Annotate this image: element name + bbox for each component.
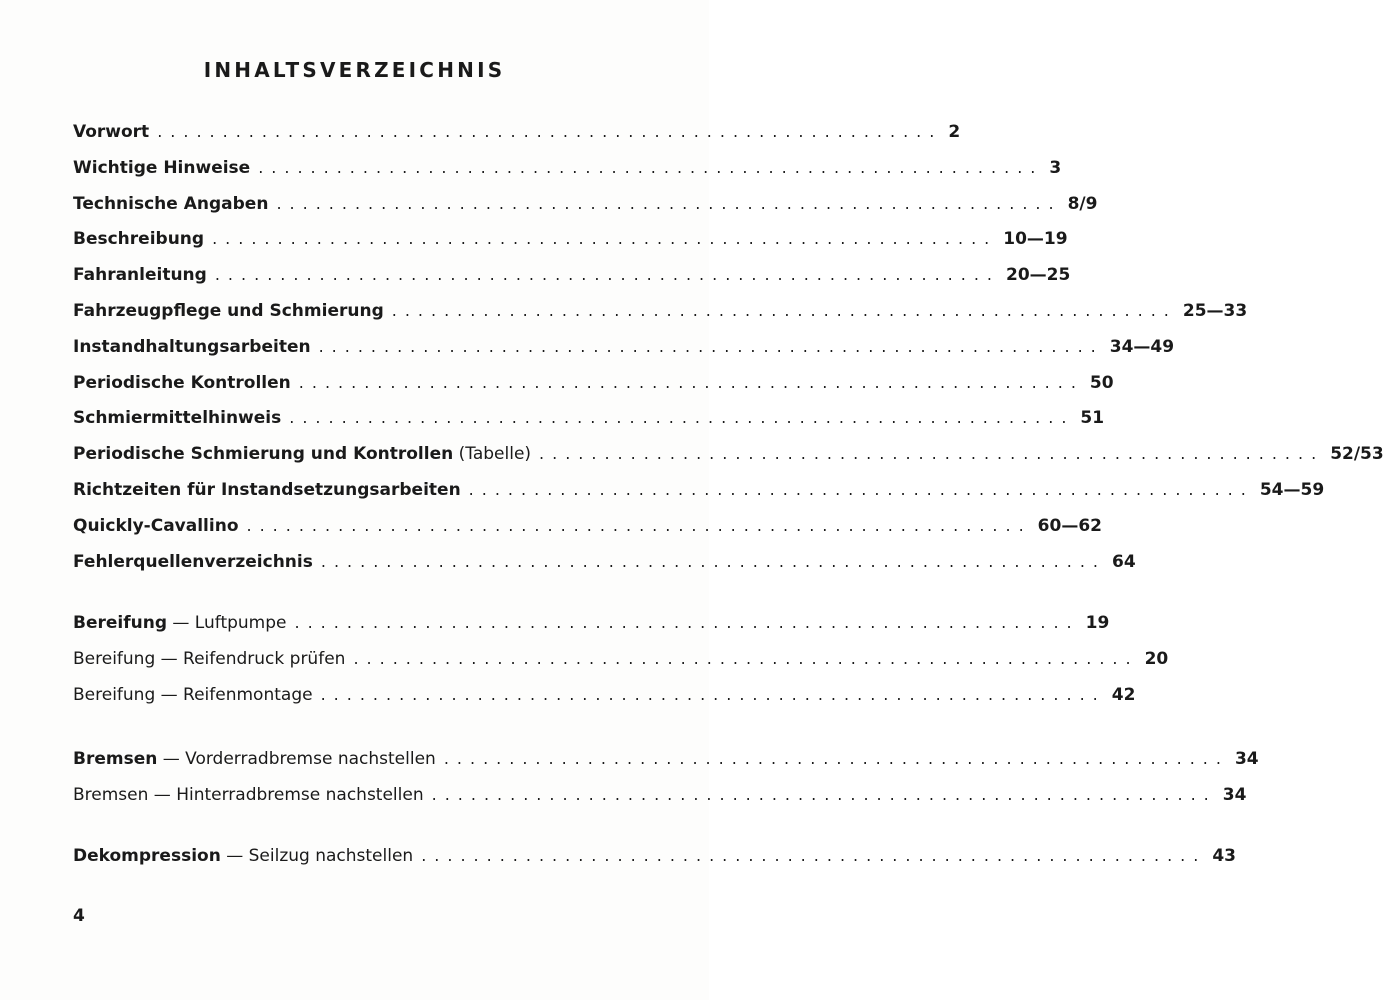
toc-entry[interactable] [73, 157, 1062, 194]
toc-entry[interactable] [73, 846, 1237, 882]
dot-leader: ............................................................ [320, 684, 1106, 704]
toc-entry-bold-text: Beschreibung [73, 229, 205, 250]
toc-entry[interactable] [73, 372, 1114, 409]
toc-entry-label [73, 158, 250, 178]
toc-entry-regular-text: Bereifung — Reifenmontage [73, 684, 313, 705]
toc-entry[interactable] [73, 649, 1169, 685]
toc-entry-bold-text: Fehlerquellenverzeichnis [73, 551, 313, 572]
toc-entry[interactable] [73, 784, 1247, 821]
toc-entry[interactable] [73, 193, 1098, 230]
toc-entry-bold-text: Fahranleitung [73, 265, 207, 286]
toc-entry-label [73, 265, 207, 285]
dot-leader: ............................................................ [246, 515, 1032, 535]
toc-entry[interactable] [73, 444, 1384, 480]
toc-entry-label [73, 337, 311, 357]
toc-entry-label [73, 846, 413, 866]
section-gap [73, 721, 631, 749]
section-gap [73, 587, 631, 613]
toc-entry-label [73, 480, 461, 500]
toc-entry-bold-text: Schmiermittelhinweis [73, 408, 282, 429]
toc-entry-label [73, 516, 239, 536]
toc-entry-regular-text: (Tabelle) [453, 444, 532, 465]
toc-entry-label [73, 194, 268, 214]
toc-entry-label [73, 685, 313, 705]
toc-entry-label [73, 613, 286, 633]
section-gap [73, 820, 631, 846]
dot-leader: ............................................................ [276, 193, 1062, 213]
toc-entry-regular-text: — Luftpumpe [167, 613, 287, 634]
toc-entry-page: 50 [1089, 372, 1114, 393]
toc-entry-page: 51 [1080, 408, 1105, 429]
toc-entry[interactable] [73, 122, 961, 158]
toc-entry-bold-text: Periodische Kontrollen [73, 372, 291, 393]
dot-leader: ............................................................ [353, 649, 1139, 669]
toc-entry-page: 34 [1222, 784, 1247, 805]
toc-entry-page: 34—49 [1109, 336, 1175, 357]
toc-entry[interactable] [73, 479, 1325, 516]
dot-leader: ............................................................ [318, 336, 1104, 356]
dot-leader: ............................................................ [294, 613, 1080, 633]
dot-leader: ............................................................ [258, 157, 1044, 177]
toc-entry[interactable] [73, 336, 1175, 373]
toc-entry-page: 8/9 [1067, 193, 1098, 214]
toc-entry-page: 34 [1234, 748, 1259, 769]
toc-entry-regular-text: Bereifung — Reifendruck prüfen [73, 649, 346, 670]
toc-entry-page: 60—62 [1037, 515, 1102, 536]
toc-entry-label [73, 749, 436, 769]
toc-entry-label [73, 122, 149, 142]
toc-entry-regular-text: Bremsen — Hinterradbremse nachstellen [73, 784, 424, 805]
toc-entry[interactable] [73, 684, 1136, 721]
toc-entry-label [73, 552, 313, 572]
toc-entry-bold-text: Richtzeiten für Instandsetzungsarbeiten [73, 479, 461, 500]
toc-entry[interactable] [73, 229, 1068, 265]
dot-leader: ............................................................ [431, 784, 1217, 804]
toc-entry[interactable] [73, 265, 1071, 301]
dot-leader: ............................................................ [212, 229, 998, 249]
dot-leader: ............................................................ [157, 122, 943, 141]
toc-entry-regular-text: — Vorderradbremse nachstellen [157, 748, 436, 769]
toc-entry-label [73, 301, 384, 321]
dot-leader: ............................................................ [421, 846, 1207, 866]
toc-entry-bold-text: Bremsen [73, 748, 158, 769]
toc-entry-page: 54—59 [1259, 479, 1325, 500]
dot-leader: ............................................................ [298, 372, 1084, 392]
toc-entry-bold-text: Quickly-Cavallino [73, 515, 239, 536]
toc-entry-bold-text: Bereifung [73, 613, 167, 634]
dot-leader: ............................................................ [214, 265, 1000, 285]
toc-entry-label [73, 229, 204, 249]
dot-leader: ............................................................ [289, 408, 1075, 428]
toc-entry[interactable] [73, 515, 1102, 552]
toc-entry-page: 52/53 [1330, 444, 1384, 465]
toc-entry-page: 10—19 [1003, 229, 1068, 250]
toc-entry-page: 19 [1085, 613, 1110, 634]
toc-entry-label [73, 785, 424, 805]
toc-entry[interactable] [73, 300, 1248, 337]
toc-entry[interactable] [73, 551, 1136, 588]
toc-entry-page: 64 [1112, 551, 1136, 572]
toc-entry-label [73, 408, 281, 428]
toc-entry-page: 20—25 [1006, 265, 1071, 286]
dot-leader: ............................................................ [539, 444, 1325, 464]
toc-entry-bold-text: Dekompression [73, 846, 221, 867]
toc-entry-page: 42 [1111, 684, 1136, 705]
toc-entry-label [73, 444, 531, 464]
toc-entry-bold-text: Periodische Schmierung und Kontrollen [73, 444, 454, 465]
toc-entry-page: 2 [948, 122, 961, 142]
dot-leader: ............................................................ [391, 300, 1177, 320]
toc-entry-bold-text: Fahrzeugpflege und Schmierung [73, 300, 384, 321]
toc-entry-page: 20 [1144, 649, 1169, 670]
toc-entry-page: 25—33 [1182, 300, 1248, 321]
toc-entry-label [73, 649, 345, 669]
page-number: 4 [73, 906, 85, 926]
toc-entry[interactable] [73, 408, 1105, 444]
toc-entry-regular-text: — Seilzug nachstellen [220, 846, 414, 867]
toc-entry-page: 43 [1212, 846, 1237, 867]
dot-leader: ............................................................ [443, 748, 1229, 768]
toc-entry-bold-text: Technische Angaben [73, 193, 269, 214]
toc-entry[interactable] [73, 613, 1110, 649]
toc-entry[interactable] [73, 748, 1259, 785]
page-title: INHALTSVERZEICHNIS [203, 58, 506, 82]
toc-entry-page: 3 [1049, 157, 1062, 178]
dot-leader: ............................................................ [468, 479, 1254, 499]
toc-entry-label [73, 373, 291, 393]
toc-entry-bold-text: Instandhaltungsarbeiten [73, 336, 311, 357]
table-of-contents [73, 122, 1384, 882]
toc-entry-bold-text: Vorwort [73, 122, 150, 142]
dot-leader: ............................................................ [320, 551, 1107, 571]
toc-entry-bold-text: Wichtige Hinweise [73, 157, 251, 178]
